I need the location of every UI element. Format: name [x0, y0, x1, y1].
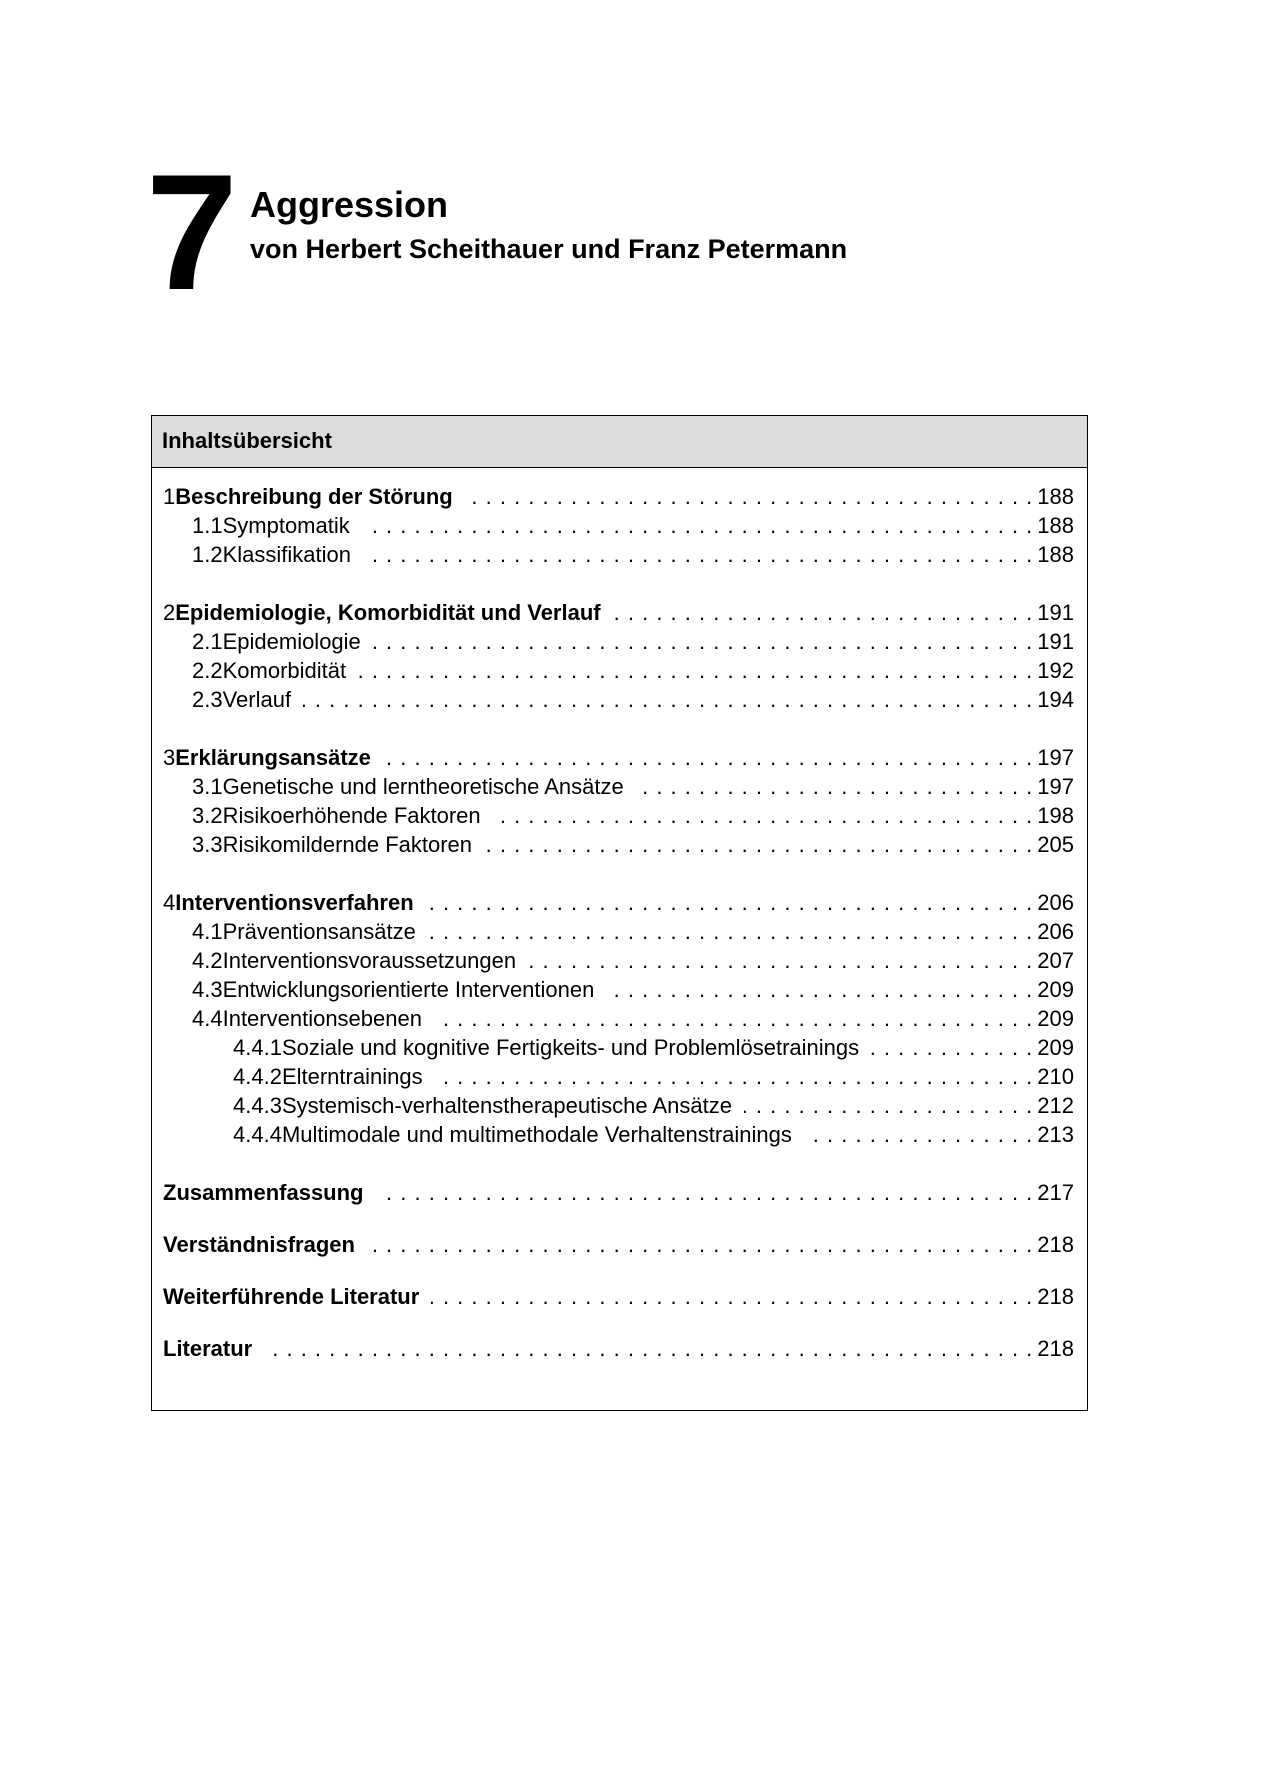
toc-entry[interactable]: [163, 917, 1074, 946]
toc-body: [152, 468, 1087, 1363]
toc-entry-page: 197: [1037, 774, 1074, 799]
toc-entry[interactable]: [163, 1230, 1074, 1259]
toc-entry-number: 3: [163, 745, 176, 770]
dot-leader: [428, 917, 1033, 946]
toc-entry-page: 188: [1037, 513, 1074, 538]
toc-entry-number: 4.4.1: [233, 1035, 282, 1060]
toc-section-3: [163, 743, 1074, 859]
dot-leader: [367, 1230, 1033, 1259]
dot-leader: [376, 1178, 1034, 1207]
toc-entry-number: 4.3: [192, 977, 223, 1002]
toc-entry-label: Zusammenfassung: [163, 1180, 364, 1205]
toc-entry-label: Verständnisfragen: [163, 1232, 355, 1257]
toc-entry-number: 3.2: [192, 803, 223, 828]
toc-entry-number: 2.3: [192, 687, 223, 712]
toc-entry[interactable]: [163, 888, 1074, 917]
toc-entry-page: 194: [1037, 687, 1074, 712]
toc-entry-label: Risikoerhöhende Faktoren: [222, 803, 481, 828]
dot-leader: [636, 772, 1034, 801]
dot-leader: [613, 598, 1034, 627]
toc-entry-label: Systemisch-verhaltenstherapeutische Ansätze: [281, 1093, 732, 1118]
toc-entry[interactable]: [163, 656, 1074, 685]
toc-entry[interactable]: [163, 1062, 1074, 1091]
dot-leader: [363, 540, 1033, 569]
dot-leader: [744, 1091, 1033, 1120]
toc-entry-number: 1: [163, 484, 176, 509]
toc-section-further-reading: [163, 1282, 1074, 1311]
table-of-contents: [151, 415, 1088, 1411]
dot-leader: [528, 946, 1033, 975]
toc-entry[interactable]: [163, 598, 1074, 627]
toc-entry-page: 213: [1037, 1122, 1074, 1147]
toc-section-4: [163, 888, 1074, 1149]
toc-entry-number: 2.2: [192, 658, 223, 683]
toc-entry-label: Weiterführende Literatur: [163, 1284, 420, 1309]
dot-leader: [435, 1062, 1034, 1091]
toc-entry-number: 1.1: [192, 513, 223, 538]
dot-leader: [804, 1120, 1033, 1149]
toc-section-1: [163, 482, 1074, 569]
toc-entry-label: Erklärungsansätze: [175, 745, 371, 770]
toc-entry-page: 209: [1037, 977, 1074, 1002]
toc-entry[interactable]: [163, 1091, 1074, 1120]
toc-entry-number: 3.3: [192, 832, 223, 857]
toc-entry-page: 191: [1037, 629, 1074, 654]
dot-leader: [606, 975, 1033, 1004]
toc-entry-page: 192: [1037, 658, 1074, 683]
toc-entry-label: Epidemiologie, Komorbidität und Verlauf: [175, 600, 601, 625]
toc-entry-number: 4.4.2: [233, 1064, 282, 1089]
dot-leader: [493, 801, 1034, 830]
toc-section-references: [163, 1334, 1074, 1363]
toc-entry-number: 2.1: [192, 629, 223, 654]
dot-leader: [362, 511, 1034, 540]
toc-entry[interactable]: [163, 1282, 1074, 1311]
toc-entry[interactable]: [163, 743, 1074, 772]
dot-leader: [484, 830, 1033, 859]
toc-entry-page: 206: [1037, 919, 1074, 944]
toc-entry-page: 209: [1037, 1035, 1074, 1060]
toc-entry-label: Interventionsebenen: [222, 1006, 422, 1031]
toc-entry[interactable]: [163, 1178, 1074, 1207]
toc-entry-page: 198: [1037, 803, 1074, 828]
toc-entry-page: 217: [1037, 1180, 1074, 1205]
toc-entry-label: Interventionsvoraussetzungen: [222, 948, 517, 973]
toc-entry-page: 191: [1037, 600, 1074, 625]
toc-entry-number: 4.4.4: [233, 1122, 282, 1147]
dot-leader: [465, 482, 1034, 511]
toc-entry-number: 4.4.3: [233, 1093, 282, 1118]
toc-entry-page: 218: [1037, 1232, 1074, 1257]
toc-entry-number: 1.2: [192, 542, 223, 567]
dot-leader: [358, 656, 1033, 685]
toc-entry[interactable]: [163, 627, 1074, 656]
dot-leader: [303, 685, 1033, 714]
toc-entry-label: Entwicklungsorientierte Interventionen: [222, 977, 595, 1002]
toc-entry-page: 218: [1037, 1336, 1074, 1361]
toc-entry-label: Symptomatik: [222, 513, 350, 538]
toc-entry-label: Soziale und kognitive Fertigkeits- und Problemlösetrainings: [281, 1035, 860, 1060]
toc-entry-label: Elterntrainings: [281, 1064, 423, 1089]
toc-heading: Inhaltsübersicht: [152, 416, 1087, 468]
toc-entry-label: Präventionsansätze: [222, 919, 416, 944]
toc-entry[interactable]: [163, 1334, 1074, 1363]
toc-section-2: [163, 598, 1074, 714]
toc-entry-number: 4.1: [192, 919, 223, 944]
toc-entry-page: 205: [1037, 832, 1074, 857]
toc-entry-number: 4.4: [192, 1006, 223, 1031]
toc-entry-label: Klassifikation: [222, 542, 351, 567]
toc-section-summary: [163, 1178, 1074, 1207]
dot-leader: [373, 627, 1033, 656]
toc-entry-page: 197: [1037, 745, 1074, 770]
toc-entry-number: 4: [163, 890, 176, 915]
dot-leader: [264, 1334, 1033, 1363]
dot-leader: [434, 1004, 1033, 1033]
toc-entry-label: Interventionsverfahren: [175, 890, 414, 915]
dot-leader: [426, 888, 1034, 917]
dot-leader: [871, 1033, 1033, 1062]
toc-entry-label: Verlauf: [222, 687, 292, 712]
toc-entry-page: 209: [1037, 1006, 1074, 1031]
toc-entry-label: Epidemiologie: [222, 629, 361, 654]
dot-leader: [383, 743, 1033, 772]
toc-entry[interactable]: [163, 511, 1074, 540]
toc-entry-label: Beschreibung der Störung: [175, 484, 453, 509]
toc-entry-page: 210: [1037, 1064, 1074, 1089]
toc-entry-label: Risikomildernde Faktoren: [222, 832, 473, 857]
toc-entry-page: 212: [1037, 1093, 1074, 1118]
dot-leader: [431, 1282, 1033, 1311]
toc-entry[interactable]: [163, 685, 1074, 714]
toc-entry[interactable]: [163, 540, 1074, 569]
toc-entry[interactable]: [163, 801, 1074, 830]
toc-entry-page: 206: [1037, 890, 1074, 915]
toc-entry[interactable]: [163, 830, 1074, 859]
toc-entry[interactable]: [163, 1004, 1074, 1033]
toc-entry[interactable]: [163, 772, 1074, 801]
toc-entry-page: 188: [1037, 542, 1074, 567]
toc-entry[interactable]: [163, 482, 1074, 511]
toc-entry-number: 4.2: [192, 948, 223, 973]
toc-entry-page: 188: [1037, 484, 1074, 509]
toc-entry-label: Multimodale und multimethodale Verhaltenstrainings: [281, 1122, 792, 1147]
chapter-title: Aggression: [250, 184, 449, 225]
toc-entry-page: 218: [1037, 1284, 1074, 1309]
toc-entry-number: 2: [163, 600, 176, 625]
toc-entry[interactable]: [163, 1033, 1074, 1062]
toc-entry[interactable]: [163, 946, 1074, 975]
toc-entry-label: Komorbidität: [222, 658, 347, 683]
toc-entry[interactable]: [163, 1120, 1074, 1149]
toc-entry[interactable]: [163, 975, 1074, 1004]
chapter-authors: von Herbert Scheithauer und Franz Petermann: [250, 234, 848, 264]
toc-section-questions: [163, 1230, 1074, 1259]
toc-entry-label: Literatur: [163, 1336, 253, 1361]
toc-entry-page: 207: [1037, 948, 1074, 973]
chapter-number: 7: [146, 140, 234, 324]
toc-entry-number: 3.1: [192, 774, 223, 799]
toc-entry-label: Genetische und lerntheoretische Ansätze: [222, 774, 624, 799]
